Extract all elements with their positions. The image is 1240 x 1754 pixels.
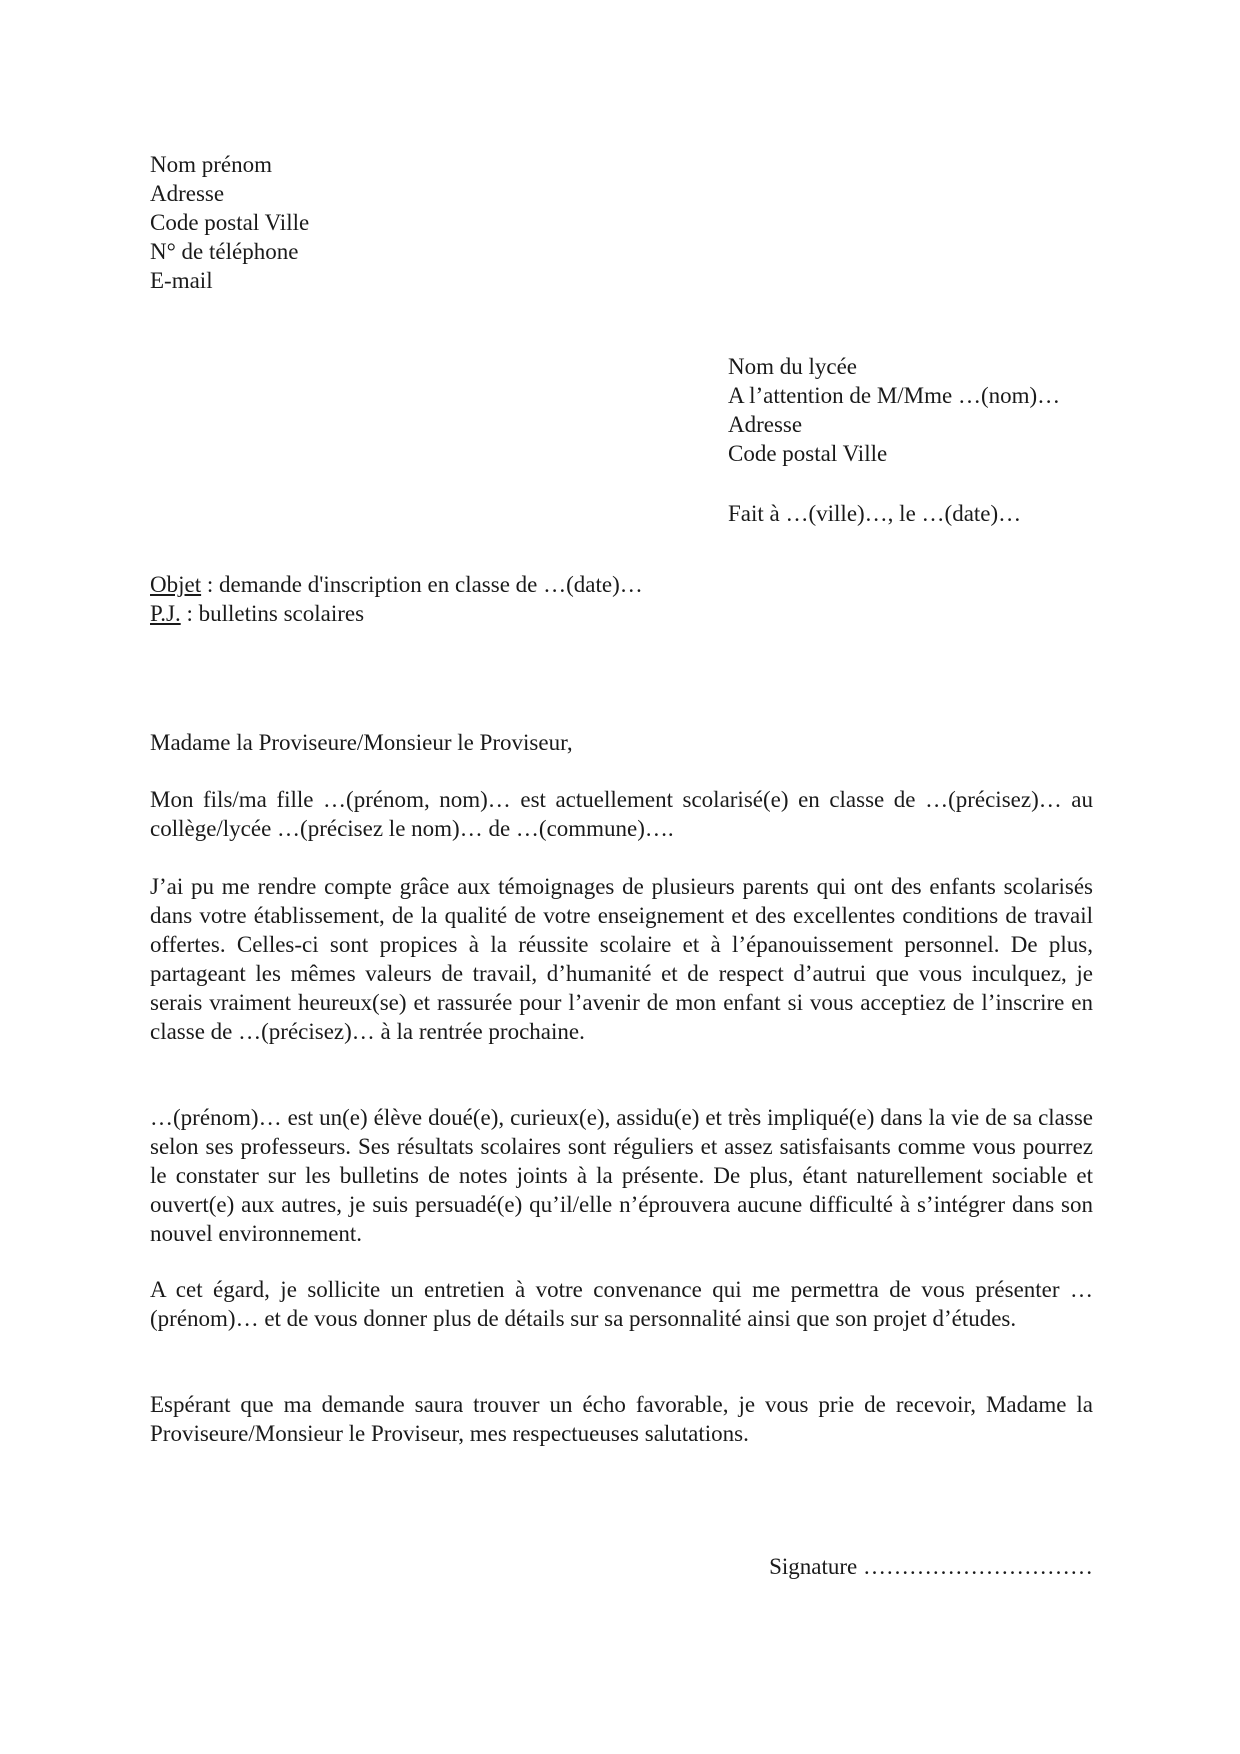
subject-line	[150, 570, 643, 599]
paragraph-closing: Espérant que ma demande saura trouver un écho favorable, je vous prie de recevoir, Madame la Proviseure/Monsieur le Proviseur, mes respectueuses salutations.	[150, 1392, 1093, 1446]
paragraph-intro: Mon fils/ma fille …(prénom, nom)… est actuellement scolarisé(e) en classe de …(précisez)… au collège/lycée …(précisez le nom)… de …(commune)….	[150, 787, 1093, 841]
sender-city: Code postal Ville	[150, 210, 310, 235]
signature-line: Signature …………………………	[769, 1554, 1093, 1579]
attachments-line	[150, 599, 643, 628]
recipient-attention: A l’attention de M/Mme …(nom)…	[728, 383, 1061, 408]
attachments-text: : bulletins scolaires	[180, 601, 365, 626]
recipient-block	[728, 352, 1060, 468]
sender-address: Adresse	[150, 181, 225, 206]
salutation: Madame la Proviseure/Monsieur le Proviseur,	[150, 730, 573, 755]
recipient-school: Nom du lycée	[728, 354, 858, 379]
paragraph-student-profile: …(prénom)… est un(e) élève doué(e), curieux(e), assidu(e) et très impliqué(e) dans la vie de sa classe selon ses professeurs. Ses résultats scolaires sont réguliers et assez satisfaisants comme vous pourrez le constater sur les bulletins de notes joints à la présente. De plus, étant naturellement sociable et ouvert(e) aux autres, je suis persuadé(e) qu’il/elle n’éprouvera aucune difficulté à s’intégrer dans son nouvel environnement.	[150, 1105, 1093, 1246]
recipient-address: Adresse	[728, 412, 803, 437]
sender-email: E-mail	[150, 268, 213, 293]
recipient-city: Code postal Ville	[728, 441, 888, 466]
paragraph-interview-request: A cet égard, je sollicite un entretien à votre convenance qui me permettra de vous présenter …(prénom)… et de vous donner plus de détails sur sa personnalité ainsi que son projet d’études.	[150, 1277, 1093, 1331]
sender-name: Nom prénom	[150, 152, 273, 177]
subject-label: Objet	[150, 572, 202, 597]
subject-block	[150, 570, 643, 628]
place-date-line: Fait à …(ville)…, le …(date)…	[728, 501, 1022, 526]
paragraph-motivation: J’ai pu me rendre compte grâce aux témoignages de plusieurs parents qui ont des enfants scolarisés dans votre établissement, de la qualité de votre enseignement et des excellentes conditions de travail offertes. Celles-ci sont propices à la réussite scolaire et à l’épanouissement personnel. De plus, partageant les mêmes valeurs de travail, d’humanité et de respect d’autrui que vous inculquez, je serais vraiment heureux(se) et rassurée pour l’avenir de mon enfant si vous acceptiez de l’inscrire en classe de …(précisez)… à la rentrée prochaine.	[150, 874, 1093, 1044]
attachments-label: P.J.	[150, 601, 181, 626]
subject-text: : demande d'inscription en classe de …(date)…	[201, 572, 643, 597]
sender-block	[150, 150, 309, 295]
sender-phone: N° de téléphone	[150, 239, 299, 264]
